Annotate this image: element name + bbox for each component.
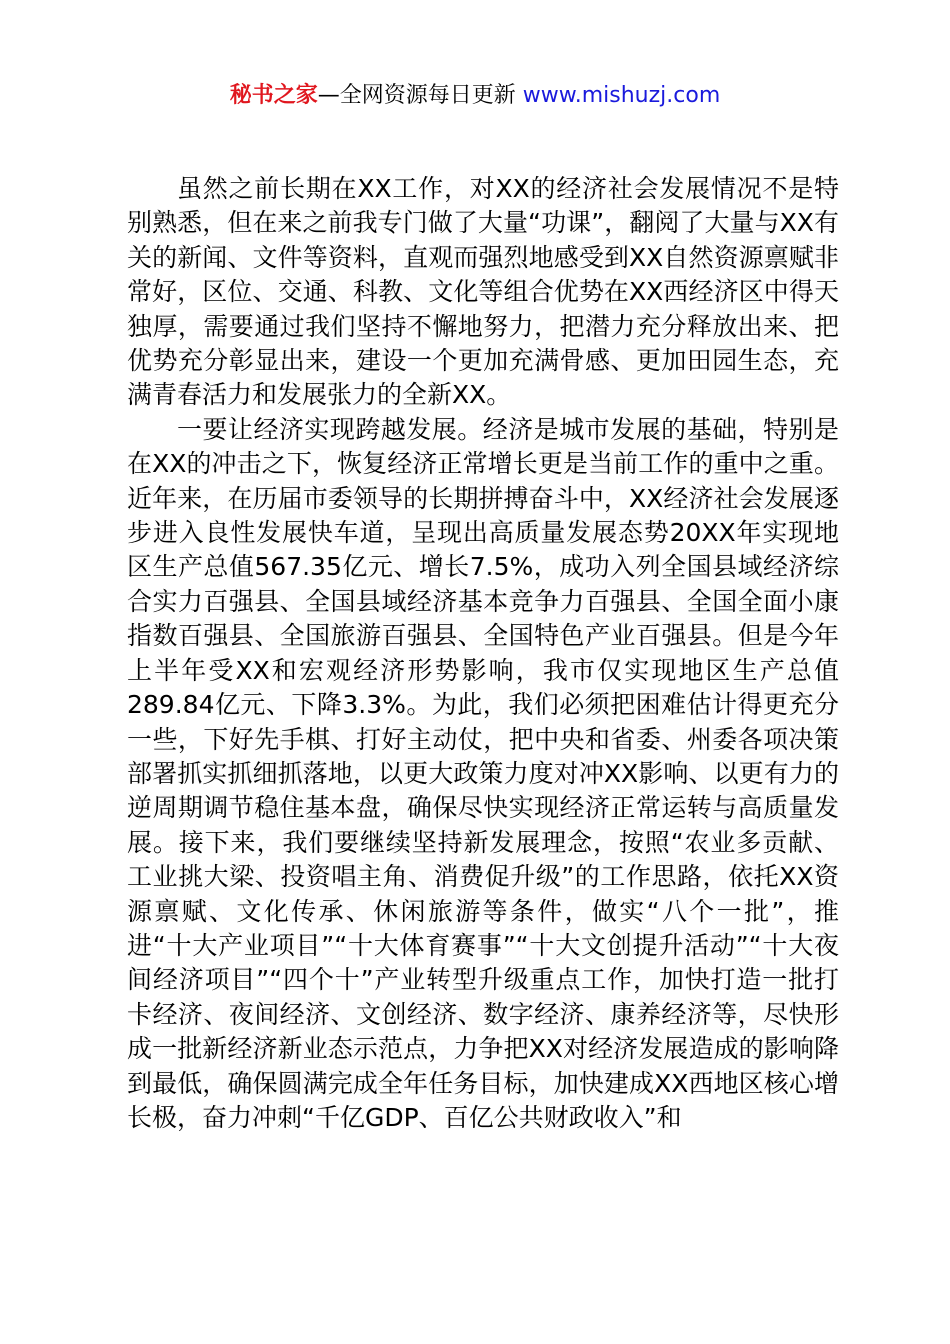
brand-name: 秘书之家: [229, 83, 318, 108]
paragraph-2: 一要让经济实现跨越发展。经济是城市发展的基础，特别是在XX的冲击之下，恢复经济正常增长更是当前工作的重中之重。近年来，在历届市委领导的长期拼搏奋斗中，XX经济社会发展逐步进入良性发展快车道，呈现出高质量发展态势20XX年实现地区生产总值567.35亿元、增长7.5%，成功入列全国县域经济综合实力百强县、全国县域经济基本竞争力百强县、全国全面小康指数百强县、全国旅游百强县、全国特色产业百强县。但是今年上半年受XX和宏观经济形势影响，我市仅实现地区生产总值289.84亿元、下降3.3%。为此，我们必须把困难估计得更充分一些，下好先手棋、打好主动仗，把中央和省委、州委各项决策部署抓实抓细抓落地，以更大政策力度对冲XX影响、以更有力的逆周期调节稳住基本盘，确保尽快实现经济正常运转与高质量发展。接下来，我们要继续坚持新发展理念，按照“农业多贡献、工业挑大梁、投资唱主角、消费促升级”的工作思路，依托XX资源禀赋、文化传承、休闲旅游等条件，做实“八个一批”，推进“十大产业项目”“十大体育赛事”“十大文创提升活动”“十大夜间经济项目”“四个十”产业转型升级重点工作，加快打造一批打卡经济、夜间经济、文创经济、数字经济、康养经济等，尽快形成一批新经济新业态示范点，力争把XX对经济发展造成的影响降到最低，确保圆满完成全年任务目标，加快建成XX西地区核心增长极，奋力冲刺“千亿GDP、百亿公共财政收入”和: [127, 414, 839, 1132]
website-link[interactable]: www.mishuzj.com: [522, 83, 721, 108]
header-tagline: —全网资源每日更新: [317, 83, 523, 108]
document-body: [127, 172, 839, 1135]
document-header: [0, 80, 950, 112]
paragraph-1: 虽然之前长期在XX工作，对XX的经济社会发展情况不是特别熟悉，但在来之前我专门做了大量“功课”，翻阅了大量与XX有关的新闻、文件等资料，直观而强烈地感受到XX自然资源禀赋非常好，区位、交通、科教、文化等组合优势在XX西经济区中得天独厚，需要通过我们坚持不懈地努力，把潜力充分释放出来、把优势充分彰显出来，建设一个更加充满骨感、更加田园生态，充满青春活力和发展张力的全新XX。: [127, 174, 839, 410]
